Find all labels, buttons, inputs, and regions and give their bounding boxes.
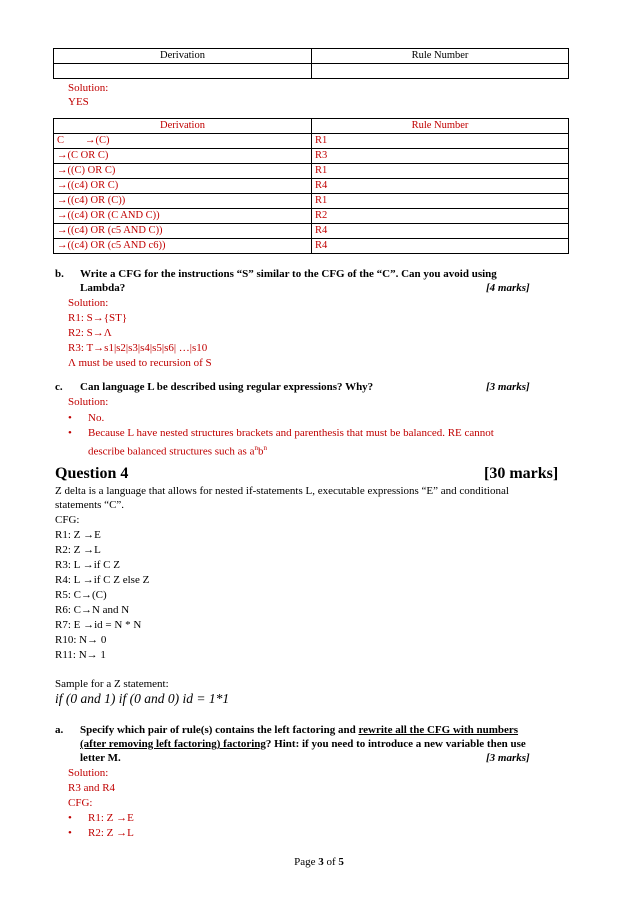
question-a-letter: a.	[55, 724, 64, 736]
cell-rule: R1	[312, 164, 569, 179]
table-row	[54, 64, 569, 79]
table-row	[54, 194, 569, 209]
cell-rule: R4	[312, 179, 569, 194]
superscript: n	[254, 444, 258, 452]
question-text-underlined: rewrite all the CFG with numbers	[358, 724, 519, 736]
cfg-rule: R4: L →if C Z else Z	[55, 574, 150, 586]
question-4-intro-cont: statements “C”.	[55, 499, 125, 511]
solution-label: Solution:	[68, 82, 109, 94]
cfg-rule: R10: N→ 0	[55, 634, 107, 646]
question-4-intro: Z delta is a language that allows for nested if-statements L, executable expressions “E” and conditional	[55, 485, 509, 497]
cell-derivation: →((c4) OR C)	[54, 179, 312, 194]
table-header-row	[54, 119, 569, 134]
header-derivation: Derivation	[54, 49, 312, 64]
solution-bullet: Because L have nested structures brackets and parenthesis that must be balanced. RE cannot	[88, 427, 494, 439]
solution-bullet: R2: Z →L	[88, 827, 134, 839]
solution-answer: R3 and R4	[68, 782, 116, 794]
cell-rule: R2	[312, 209, 569, 224]
table-row	[54, 179, 569, 194]
bullet-icon: •	[68, 412, 72, 424]
solution-answer: YES	[68, 96, 89, 108]
question-c-marks: [3 marks]	[486, 381, 530, 393]
cell-rule: R4	[312, 239, 569, 254]
sample-label: Sample for a Z statement:	[55, 678, 169, 690]
solution-label: Solution:	[68, 297, 109, 309]
question-4-marks: [30 marks]	[484, 465, 559, 482]
bullet-text: describe balanced structures such as a	[88, 445, 255, 458]
table-row	[54, 224, 569, 239]
question-a-text-cont2: letter M.	[80, 752, 121, 764]
bullet-icon: •	[68, 827, 72, 839]
page-total: 5	[338, 856, 344, 868]
cell-derivation: C →(C)	[54, 134, 312, 149]
derivation-table-empty	[53, 48, 569, 79]
solution-line: Λ must be used to recursion of S	[68, 357, 212, 369]
cfg-rule: R1: Z →E	[55, 529, 101, 541]
question-text: Specify which pair of rule(s) contains the left factoring and	[80, 724, 359, 736]
cell-rule: R4	[312, 224, 569, 239]
cell-rule	[312, 64, 569, 79]
solution-line: R2: S→Λ	[68, 327, 112, 339]
cell-derivation	[54, 64, 312, 79]
solution-bullet: R1: Z →E	[88, 812, 134, 824]
cell-derivation: →((c4) OR (c5 AND c6))	[54, 239, 312, 254]
cell-rule: R1	[312, 194, 569, 209]
cfg-rule: R2: Z →L	[55, 544, 101, 556]
question-b-marks: [4 marks]	[486, 282, 530, 294]
header-derivation: Derivation	[54, 119, 312, 134]
question-a-text-cont	[80, 737, 526, 751]
sample-statement: if (0 and 1) if (0 and 0) id = 1*1	[55, 691, 230, 706]
derivation-table	[53, 118, 569, 254]
cell-derivation: →((C) OR C)	[54, 164, 312, 179]
cfg-rule: R11: N→ 1	[55, 649, 106, 661]
question-c-text: Can language L be described using regular expressions? Why?	[80, 381, 374, 393]
footer-text: Page	[294, 856, 319, 868]
cell-rule: R3	[312, 149, 569, 164]
question-b-text-cont: Lambda?	[80, 282, 126, 294]
solution-line: R3: T→s1|s2|s3|s4|s5|s6| …|s10	[68, 342, 208, 354]
cell-derivation: →((c4) OR (C))	[54, 194, 312, 209]
table-header-row	[54, 49, 569, 64]
header-rule-number: Rule Number	[312, 119, 569, 134]
bullet-icon: •	[68, 427, 72, 439]
cell-derivation: →(C OR C)	[54, 149, 312, 164]
question-b-letter: b.	[55, 268, 64, 280]
header-rule-number: Rule Number	[312, 49, 569, 64]
table-row	[54, 149, 569, 164]
question-c-letter: c.	[55, 381, 63, 393]
cfg-rule: R7: E →id = N * N	[55, 619, 142, 631]
question-4-title: Question 4	[55, 465, 129, 482]
cell-rule: R1	[312, 134, 569, 149]
cfg-rule: R5: C→(C)	[55, 589, 107, 601]
solution-bullet-cont	[88, 441, 267, 459]
cell-derivation: →((c4) OR (c5 AND C))	[54, 224, 312, 239]
question-b-text: Write a CFG for the instructions “S” similar to the CFG of the “C”. Can you avoid using	[80, 268, 497, 280]
cfg-rule: R6: C→N and N	[55, 604, 130, 616]
cfg-label: CFG:	[55, 514, 80, 526]
cfg-rule: R3: L →if C Z	[55, 559, 120, 571]
table-row	[54, 164, 569, 179]
table-row	[54, 134, 569, 149]
solution-label: Solution:	[68, 396, 109, 408]
bullet-icon: •	[68, 812, 72, 824]
table-row	[54, 239, 569, 254]
solution-label: Solution:	[68, 767, 109, 779]
question-text: ? Hint: if you need to introduce a new variable then use	[265, 738, 526, 750]
superscript: n	[263, 444, 267, 452]
question-text-underlined: (after removing left factoring) factoring	[80, 738, 266, 750]
solution-cfg-label: CFG:	[68, 797, 93, 809]
page-number: 3	[318, 856, 324, 868]
page-footer	[0, 855, 638, 869]
cell-derivation: →((c4) OR (C AND C))	[54, 209, 312, 224]
question-a-text	[80, 723, 518, 737]
footer-text: of	[323, 856, 339, 868]
table-row	[54, 209, 569, 224]
solution-bullet: No.	[88, 412, 105, 424]
bullet-text: b	[257, 445, 264, 458]
question-a-marks: [3 marks]	[486, 752, 530, 764]
solution-line: R1: S→{ST}	[68, 312, 128, 324]
